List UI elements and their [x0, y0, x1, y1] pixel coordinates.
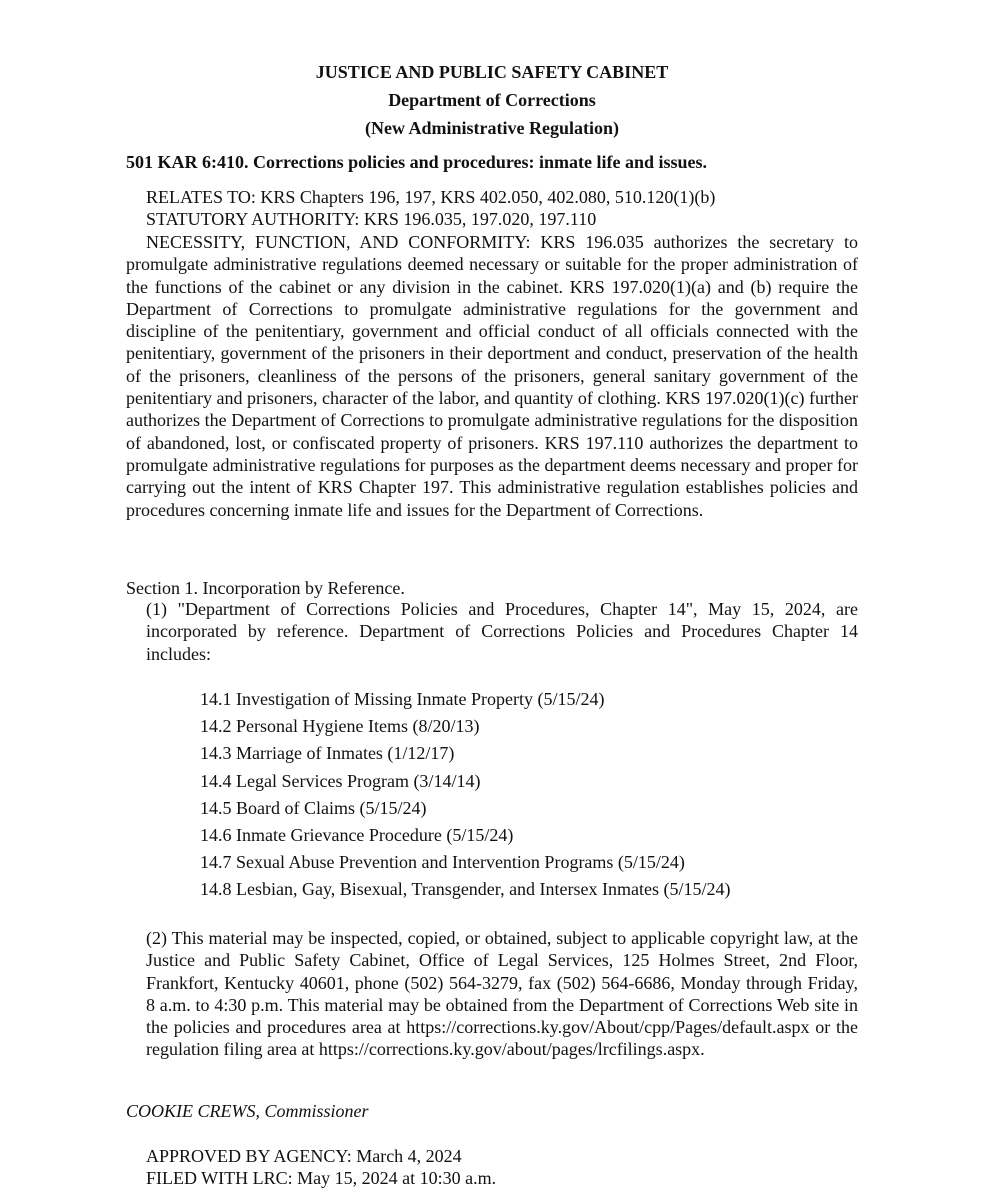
necessity-paragraph [126, 231, 858, 521]
regulation-title: 501 KAR 6:410. Corrections policies and procedures: inmate life and issues. [126, 152, 707, 172]
approved-by-agency: APPROVED BY AGENCY: March 4, 2024 [146, 1146, 462, 1166]
statutory-authority: STATUTORY AUTHORITY: KRS 196.035, 197.020, 197.110 [146, 209, 597, 229]
list-item: 14.7 Sexual Abuse Prevention and Intervention Programs (5/15/24) [200, 852, 685, 873]
list-item: 14.6 Inmate Grievance Procedure (5/15/24) [200, 825, 514, 846]
necessity-text: NECESSITY, FUNCTION, AND CONFORMITY: KRS 196.035 authorizes the secretary to promulgate administrative regulations deemed necessary or suitable for the proper administration of the functions of the cabinet or any division in the cabinet. KRS 197.020(1)(a) and (b) require the Department of Corrections to promulgate administrative regulations for the government and discipline of the penitentiary, government and official conduct of all officials connected with the penitentiary, government of the prisoners in their deportment and conduct, preservation of the health of the prisoners, cleanliness of the persons of the prisoners, general sanitary government of the penitentiary and prisoners, character of the labor, and quantity of clothing. KRS 197.020(1)(c) further authorizes the Department of Corrections to promulgate administrative regulations for the disposition of abandoned, lost, or confiscated property of prisoners. KRS 197.110 authorizes the department to promulgate administrative regulations for purposes as the department deems necessary and proper for carrying out the intent of KRS Chapter 197. This administrative regulation establishes policies and procedures concerning inmate life and issues for the Department of Corrections. [126, 232, 858, 520]
filed-with-lrc: FILED WITH LRC: May 15, 2024 at 10:30 a.m. [146, 1168, 497, 1188]
list-item: 14.2 Personal Hygiene Items (8/20/13) [200, 716, 480, 737]
list-item: 14.4 Legal Services Program (3/14/14) [200, 770, 481, 791]
section-1-paragraph-1: (1) "Department of Corrections Policies and Procedures, Chapter 14", May 15, 2024, are incorporated by reference. Department of Corrections Policies and Procedures Chapter 14 includes: [146, 599, 858, 664]
cabinet-heading: JUSTICE AND PUBLIC SAFETY CABINET [315, 62, 669, 82]
list-item: 14.5 Board of Claims (5/15/24) [200, 797, 427, 818]
list-item: 14.3 Marriage of Inmates (1/12/17) [200, 743, 455, 764]
list-item: 14.1 Investigation of Missing Inmate Property (5/15/24) [200, 689, 605, 709]
department-heading: Department of Corrections [388, 90, 596, 110]
section-1-paragraph-2: (2) This material may be inspected, copied, or obtained, subject to applicable copyright law, at the Justice and Public Safety Cabinet, Office of Legal Services, 125 Holmes Street, 2nd Floor, Frankfort, Kentucky 40601, phone (502) 564-3279, fax (502) 564-6686, Monday through Friday, 8 a.m. to 4:30 p.m. This material may be obtained from the Department of Corrections Web site in the policies and procedures area at https://corrections.ky.gov/About/cpp/Pages/default.aspx or the regulation filing area at https://corrections.ky.gov/about/pages/lrcfilings.aspx. [146, 928, 858, 1060]
commissioner-signature: COOKIE CREWS, Commissioner [126, 1101, 369, 1121]
list-item: 14.8 Lesbian, Gay, Bisexual, Transgender, and Intersex Inmates (5/15/24) [200, 879, 731, 900]
policy-list [200, 686, 731, 904]
relates-to: RELATES TO: KRS Chapters 196, 197, KRS 402.050, 402.080, 510.120(1)(b) [146, 187, 716, 207]
regulation-type-heading: (New Administrative Regulation) [365, 118, 619, 138]
section-1-heading: Section 1. Incorporation by Reference. [126, 578, 405, 598]
